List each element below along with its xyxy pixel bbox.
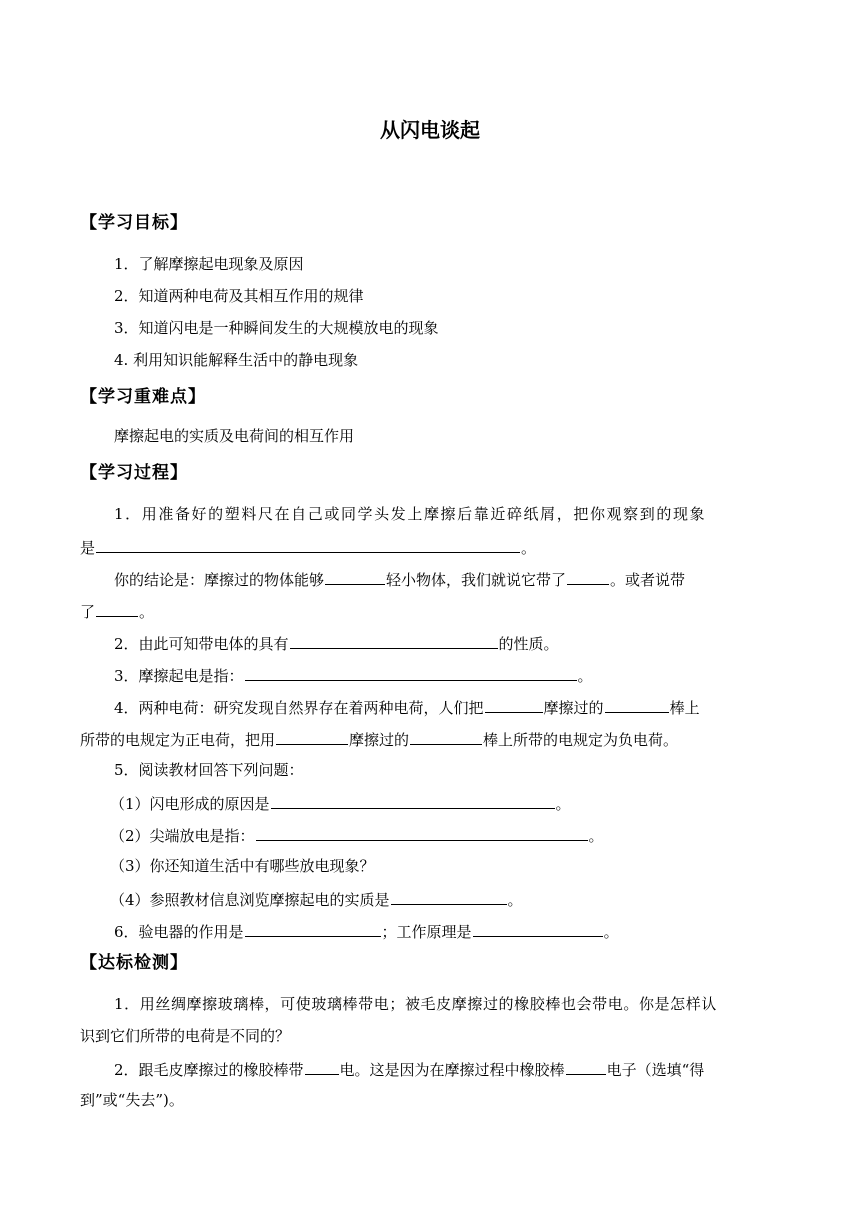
text: 3．摩擦起电是指： bbox=[114, 667, 244, 685]
process-item-4 bbox=[80, 696, 816, 718]
process-item-5-2 bbox=[80, 824, 812, 846]
text: 棒上 bbox=[669, 699, 700, 717]
text: 了 bbox=[80, 603, 96, 621]
text: （1）闪电形成的原因是 bbox=[110, 795, 270, 813]
answer-blank[interactable] bbox=[96, 600, 138, 617]
text: （2）尖端放电是指： bbox=[110, 827, 255, 845]
text: （4）参照教材信息浏览摩擦起电的实质是 bbox=[110, 891, 390, 909]
process-conclusion-cont bbox=[80, 600, 782, 622]
text: 的性质。 bbox=[498, 635, 559, 653]
text: 摩擦过的 bbox=[543, 699, 604, 717]
text: 你的结论是：摩擦过的物体能够 bbox=[114, 571, 325, 589]
goal-item: 1．了解摩擦起电现象及原因 bbox=[114, 255, 304, 273]
answer-blank[interactable] bbox=[567, 568, 609, 585]
text: 所带的电规定为正电荷，把用 bbox=[80, 731, 276, 749]
text: 电子（选填“得 bbox=[606, 1061, 705, 1079]
text: 。 bbox=[555, 795, 571, 813]
text: 是 bbox=[80, 539, 96, 557]
process-item-5-3: （3）你还知道生活中有哪些放电现象？ bbox=[110, 857, 375, 875]
process-item-1: 1．用准备好的塑料尺在自己或同学头发上摩擦后靠近碎纸屑，把你观察到的现象 bbox=[114, 505, 707, 523]
text: 摩擦过的 bbox=[349, 731, 410, 749]
answer-blank[interactable] bbox=[391, 888, 507, 905]
process-conclusion bbox=[80, 568, 816, 590]
section-heading-check: 【达标检测】 bbox=[80, 953, 188, 973]
answer-blank[interactable] bbox=[566, 1058, 606, 1075]
section-heading-goals: 【学习目标】 bbox=[80, 213, 188, 233]
process-item-5-4 bbox=[80, 888, 812, 910]
section-heading-process: 【学习过程】 bbox=[80, 463, 188, 483]
answer-blank[interactable] bbox=[256, 824, 588, 841]
goal-item: 3．知道闪电是一种瞬间发生的大规模放电的现象 bbox=[114, 319, 439, 337]
answer-blank[interactable] bbox=[605, 696, 669, 713]
answer-blank[interactable] bbox=[245, 664, 577, 681]
process-item-4-cont bbox=[80, 728, 782, 750]
answer-blank[interactable] bbox=[96, 536, 520, 553]
text: 2．由此可知带电体的具有 bbox=[114, 635, 289, 653]
answer-blank[interactable] bbox=[325, 568, 385, 585]
text: 4．两种电荷：研究发现自然界存在着两种电荷，人们把 bbox=[114, 699, 484, 717]
answer-blank[interactable] bbox=[410, 728, 482, 745]
text: ；工作原理是 bbox=[381, 923, 472, 941]
text: 6．验电器的作用是 bbox=[114, 923, 244, 941]
text: 。 bbox=[603, 923, 619, 941]
page-title: 从闪电谈起 bbox=[380, 118, 480, 142]
goal-item: 2．知道两种电荷及其相互作用的规律 bbox=[114, 287, 364, 305]
key-points-text: 摩擦起电的实质及电荷间的相互作用 bbox=[114, 427, 355, 445]
text: 电。这是因为在摩擦过程中橡胶棒 bbox=[339, 1061, 565, 1079]
process-item-2 bbox=[80, 632, 816, 654]
text: 。 bbox=[577, 667, 593, 685]
answer-blank[interactable] bbox=[276, 728, 348, 745]
answer-blank[interactable] bbox=[485, 696, 543, 713]
check-question-1-cont: 识到它们所带的电荷是不同的？ bbox=[80, 1027, 291, 1045]
process-item-1-answer bbox=[80, 536, 782, 558]
section-heading-key-points: 【学习重难点】 bbox=[80, 387, 206, 407]
check-question-2-cont: 到”或“失去”)。 bbox=[80, 1091, 184, 1109]
process-item-5-1 bbox=[80, 792, 812, 814]
answer-blank[interactable] bbox=[271, 792, 555, 809]
process-item-6 bbox=[80, 920, 816, 942]
text: 。 bbox=[588, 827, 604, 845]
process-item-5: 5．阅读教材回答下列问题： bbox=[114, 761, 304, 779]
answer-blank[interactable] bbox=[290, 632, 498, 649]
check-question-2 bbox=[80, 1058, 816, 1080]
text: 。 bbox=[507, 891, 523, 909]
text: 轻小物体，我们就说它带了 bbox=[386, 571, 567, 589]
goal-item: 4. 利用知识能解释生活中的静电现象 bbox=[114, 351, 359, 369]
check-question-1: 1．用丝绸摩擦玻璃棒，可使玻璃棒带电；被毛皮摩擦过的橡胶棒也会带电。你是怎样认 bbox=[114, 995, 717, 1013]
text: 。 bbox=[139, 603, 155, 621]
answer-blank[interactable] bbox=[305, 1058, 339, 1075]
text: 2．跟毛皮摩擦过的橡胶棒带 bbox=[114, 1061, 304, 1079]
answer-blank[interactable] bbox=[245, 920, 381, 937]
text: 棒上所带的电规定为负电荷。 bbox=[483, 731, 679, 749]
text: 。或者说带 bbox=[610, 571, 686, 589]
answer-blank[interactable] bbox=[473, 920, 603, 937]
text: 。 bbox=[521, 539, 537, 557]
process-item-3 bbox=[80, 664, 816, 686]
